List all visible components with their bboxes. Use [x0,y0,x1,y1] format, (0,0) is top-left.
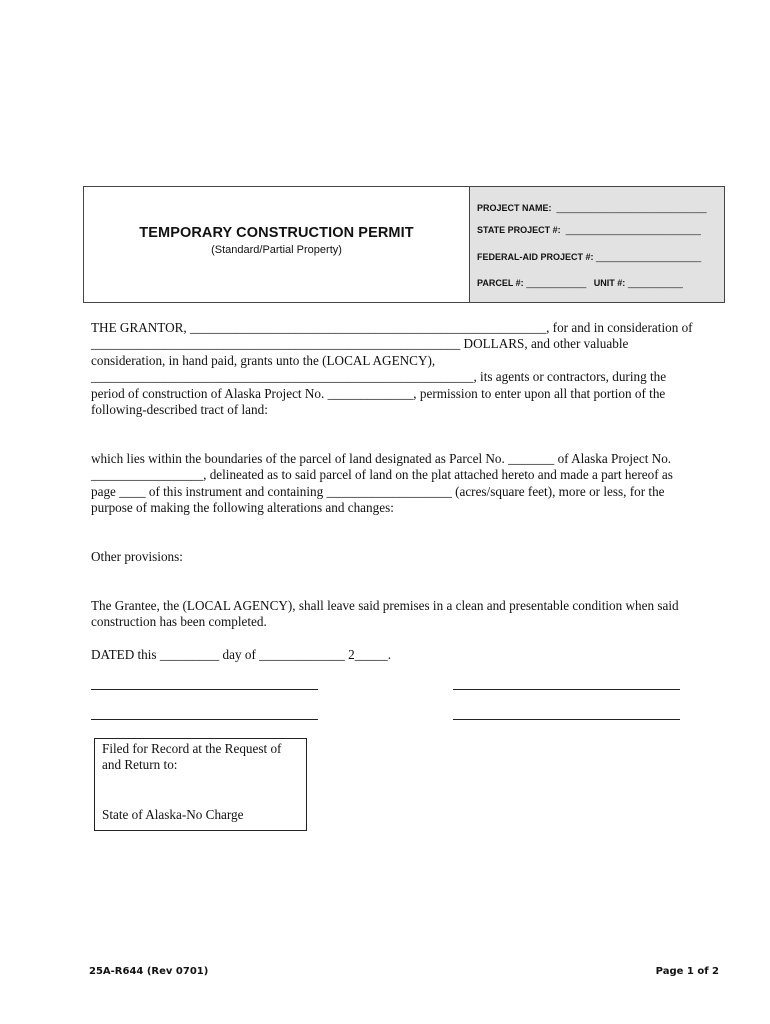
grantor-paragraph [91,320,723,418]
parcel-paragraph [91,451,723,517]
other-provisions-label: Other provisions: [91,549,183,564]
signature-line[interactable] [91,689,318,690]
paragraph-line: _________________, delineated as to said parcel of land on the plat attached hereto and made a part hereof as [91,467,673,483]
project-name-label: PROJECT NAME: [477,203,552,213]
paragraph-line: following-described tract of land: [91,402,268,418]
signature-line[interactable] [453,689,680,690]
other-provisions [91,549,723,565]
project-info-block [470,187,724,302]
parcel-label: PARCEL #: [477,278,524,288]
paragraph-line: page ____ of this instrument and containing ___________________ (acres/square feet), more or less, for the [91,483,665,499]
document-subtitle: (Standard/Partial Property) [211,244,342,256]
federal-aid-field[interactable]: _____________________ [596,252,702,262]
project-name-row [477,203,707,213]
title-block [84,187,470,302]
parcel-field[interactable]: ____________ [526,278,587,288]
paragraph-line: THE GRANTOR, ______________________________________________________, for and in consideration of [91,320,693,335]
dated-line [91,647,723,663]
paragraph-line: period of construction of Alaska Project No. _____________, permission to enter upon all that portion of the [91,385,666,401]
signature-line[interactable] [453,719,680,720]
paragraph-line: which lies within the boundaries of the parcel of land designated as Parcel No. _______ of Alaska Project No. [91,451,672,466]
page-number: Page 1 of 2 [655,966,719,977]
parcel-unit-row [477,278,683,288]
grantee-paragraph [91,598,723,631]
paragraph-line: __________________________________________________________, its agents or contractors, during the [91,369,667,385]
document-title: TEMPORARY CONSTRUCTION PERMIT [139,225,414,241]
header-box [83,186,725,303]
paragraph-line: consideration, in hand paid, grants unto the (LOCAL AGENCY), [91,352,436,368]
federal-aid-row [477,252,701,262]
filed-agency: State of Alaska-No Charge [102,806,244,822]
dated-text: DATED this _________ day of _____________ 2_____. [91,647,392,662]
federal-aid-label: FEDERAL-AID PROJECT #: [477,252,594,262]
paragraph-line: purpose of making the following alterations and changes: [91,500,394,516]
state-project-field[interactable]: ___________________________ [565,225,701,235]
paragraph-line: ________________________________________________________ DOLLARS, and other valuable [91,336,629,352]
state-project-label: STATE PROJECT #: [477,225,561,235]
paragraph-line: The Grantee, the (LOCAL AGENCY), shall leave said premises in a clean and presentable condition when said [91,598,679,613]
signature-line[interactable] [91,719,318,720]
filed-for-record-box [94,738,307,831]
filed-line: Filed for Record at the Request of [102,741,282,756]
state-project-row [477,225,701,235]
project-name-field[interactable]: ______________________________ [556,203,707,213]
filed-line: and Return to: [102,757,178,773]
unit-label: UNIT #: [593,278,626,288]
paragraph-line: construction has been completed. [91,614,267,630]
form-number: 25A-R644 (Rev 0701) [89,966,209,977]
unit-field[interactable]: ___________ [627,278,683,288]
